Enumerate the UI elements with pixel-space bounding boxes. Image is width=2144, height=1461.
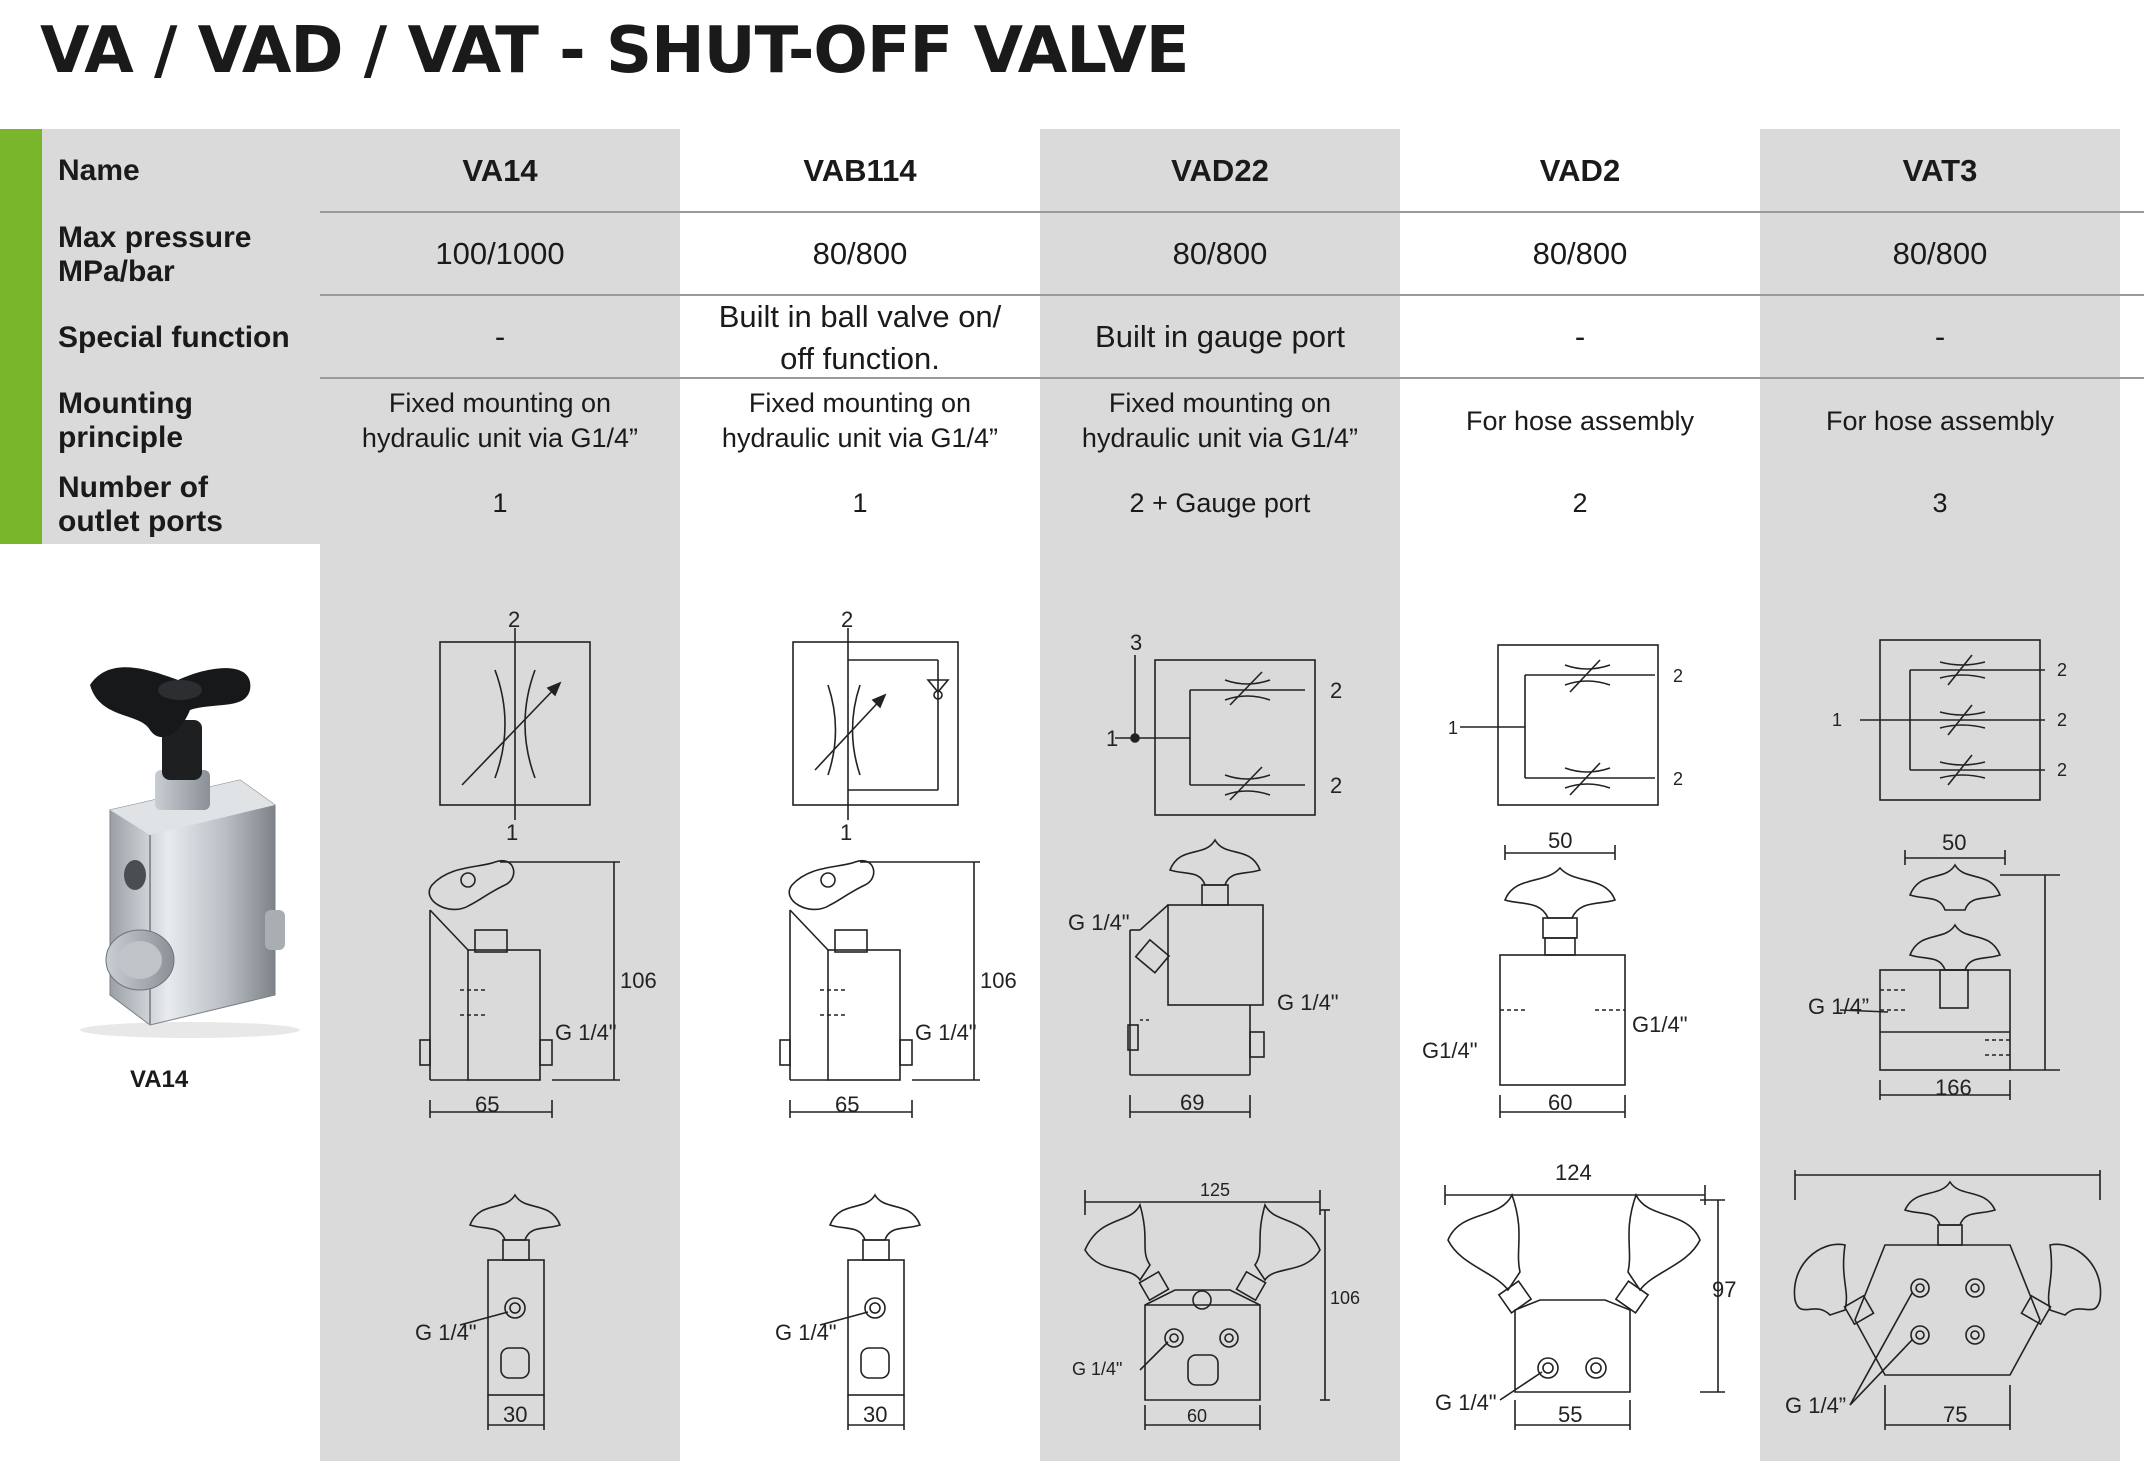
row-label-name: Name [58,154,140,187]
vat3-port-in: 1 [1832,710,1843,730]
cell-pressure-vab114: 80/800 [812,236,908,271]
cell-ports-vat3: 3 [1932,488,1948,518]
vab114-thread: G 1/4" [915,1020,977,1045]
vab114-thread-front: G 1/4" [775,1320,837,1345]
vad2-thread-left: G1/4" [1422,1038,1478,1063]
cell-mounting-vad22 [1040,386,1400,456]
vad2-front-width: 55 [1558,1402,1583,1427]
va14-port-top: 2 [508,607,521,632]
va14-thread-front: G 1/4" [415,1320,477,1345]
cell-name-va14: VA14 [462,153,538,188]
vab114-width: 65 [835,1092,860,1117]
row-divider [320,211,2144,213]
vad22-height: 106 [1330,1288,1361,1308]
vad2-span: 124 [1555,1160,1592,1185]
row-label-mounting-line1: Mounting [58,387,193,420]
product-photo-va14 [40,640,320,1040]
va14-thread: G 1/4" [555,1020,617,1045]
cell-mounting-vab114-line2: hydraulic unit via G1/4” [721,423,999,453]
vad22-thread-top: G 1/4" [1068,910,1130,935]
cell-mounting-va14 [320,386,680,456]
vad2-width: 60 [1548,1090,1573,1115]
cell-mounting-va14-line1: Fixed mounting on [388,388,612,418]
cell-pressure-vad2: 80/800 [1532,236,1628,271]
cell-mounting-va14-line2: hydraulic unit via G1/4” [361,423,639,453]
vat3-top-width: 50 [1942,830,1967,855]
row-label-ports-line1: Number of [58,471,208,504]
va14-front-width: 30 [503,1402,528,1427]
row-divider [320,377,2144,379]
vat3-port-out-b: 2 [2057,710,2068,730]
cell-pressure-va14: 100/1000 [435,236,565,271]
accent-bar [0,129,42,544]
cell-special-vat3: - [1934,319,1946,354]
photo-caption: VA14 [130,1066,189,1093]
vat3-thread-front: G 1/4” [1785,1393,1847,1418]
vad22-width: 69 [1180,1090,1205,1115]
row-label-ports [58,471,223,539]
vad22-port-out-b: 2 [1330,773,1343,798]
vab114-height: 106 [980,968,1017,993]
vab114-port-bottom: 1 [840,820,853,845]
vab114-front-width: 30 [863,1402,888,1427]
cell-mounting-vab114-line1: Fixed mounting on [748,388,972,418]
vad22-port-gauge: 3 [1130,630,1143,655]
cell-special-vad2: - [1574,319,1586,354]
page-title: VA / VAD / VAT - SHUT-OFF VALVE [40,14,1189,88]
vad22-top-width: 125 [1200,1180,1231,1200]
cell-pressure-vad22: 80/800 [1172,236,1268,271]
cell-pressure-vat3: 80/800 [1892,236,1988,271]
row-label-special: Special function [58,321,290,354]
row-label-mounting-line2: principle [58,421,184,454]
cell-mounting-vad22-line1: Fixed mounting on [1108,388,1332,418]
cell-special-vab114 [680,296,1040,380]
cell-special-va14: - [494,319,506,354]
vad22-drawings [1040,600,1400,1461]
row-label-pressure-line2: MPa/bar [58,255,175,288]
cell-name-vat3: VAT3 [1902,153,1978,188]
vat3-front-width: 75 [1943,1402,1968,1427]
vad2-drawings [1400,600,1760,1461]
row-divider [320,294,2144,296]
cell-mounting-vad22-line2: hydraulic unit via G1/4” [1081,423,1359,453]
vad22-port-in: 1 [1106,726,1119,751]
vad2-port-in: 1 [1448,718,1459,738]
cell-ports-vab114: 1 [852,488,868,518]
cell-mounting-vad2: For hose assembly [1465,406,1695,436]
row-label-pressure-line1: Max pressure [58,221,252,254]
vad2-height: 97 [1712,1277,1737,1302]
vad22-thread-front: G 1/4" [1072,1359,1123,1379]
cell-special-vab114-line1: Built in ball valve on/ [718,299,1002,334]
vad2-thread-front: G 1/4" [1435,1390,1497,1415]
vad22-front-width: 60 [1187,1406,1208,1426]
va14-height: 106 [620,968,657,993]
cell-name-vab114: VAB114 [803,153,917,188]
cell-ports-va14: 1 [492,488,508,518]
vat3-port-out-c: 2 [2057,760,2068,780]
cell-special-vab114-line2: off function. [780,341,940,376]
cell-name-vad22: VAD22 [1171,153,1269,188]
vad2-top-width: 50 [1548,828,1573,853]
va14-drawings [320,600,680,1461]
cell-special-vad22: Built in gauge port [1095,319,1345,354]
vat3-port-out-a: 2 [2057,660,2068,680]
va14-port-bottom: 1 [506,820,519,845]
cell-mounting-vab114 [680,386,1040,456]
vab114-port-top: 2 [841,607,854,632]
vad22-port-out-a: 2 [1330,678,1343,703]
vad2-port-out-b: 2 [1673,769,1684,789]
vad2-thread-right: G1/4" [1632,1012,1688,1037]
vad22-thread-side: G 1/4" [1277,990,1339,1015]
row-label-ports-line2: outlet ports [58,505,223,538]
vat3-width: 166 [1935,1075,1972,1100]
va14-width: 65 [475,1092,500,1117]
vat3-drawings [1760,600,2120,1461]
row-label-mounting [58,387,193,455]
cell-ports-vad2: 2 [1572,488,1588,518]
cell-ports-vad22: 2 + Gauge port [1129,488,1311,518]
vad2-port-out-a: 2 [1673,666,1684,686]
row-label-pressure [58,221,251,289]
vat3-thread: G 1/4” [1808,994,1870,1019]
cell-mounting-vat3: For hose assembly [1825,406,2055,436]
vab114-drawings [680,600,1040,1461]
cell-name-vad2: VAD2 [1539,153,1621,188]
